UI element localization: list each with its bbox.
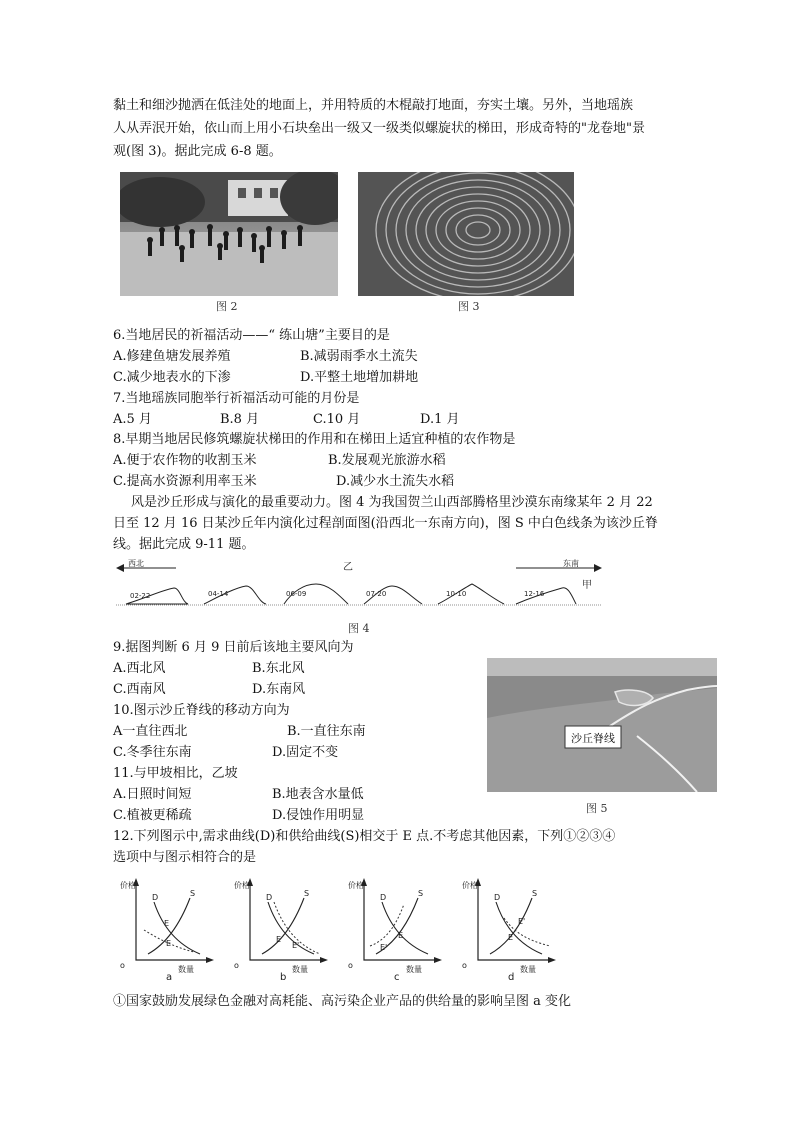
s-label: S <box>532 889 538 898</box>
quantity-label: 数量 <box>292 965 308 974</box>
chart-sub-label: d <box>508 972 515 983</box>
e-prime-label: E <box>166 939 172 948</box>
d-label: D <box>494 893 501 902</box>
origin-label: o <box>234 961 239 970</box>
question-12-line-1: 12.下列图示中,需求曲线(D)和供给曲线(S)相交于 E 点.不考虑其他因素，下列①②③④ <box>113 829 616 844</box>
intro-line-2: 人从弄泯开始，依山而上用小石块垒出一级又一级类似螺旋状的梯田，形成奇特的"龙卷地"景 <box>113 121 645 136</box>
origin-label: o <box>462 961 467 970</box>
intro-line-3: 观(图 3)。据此完成 6-8 题。 <box>113 144 282 159</box>
e-prime-label: E' <box>292 941 300 950</box>
question-11-option-c: C.植被更稀疏 <box>113 808 192 823</box>
price-label: 价格 <box>462 881 478 890</box>
e-prime-label: E' <box>518 917 526 926</box>
figure-3-caption: 图 3 <box>458 300 480 313</box>
figure-4-caption: 图 4 <box>348 622 370 635</box>
figure-5-caption: 图 5 <box>586 802 608 815</box>
e-label: E <box>164 919 170 928</box>
question-9-option-b: B.东北风 <box>252 661 305 676</box>
e-label: E <box>276 935 282 944</box>
date-label: 12-16 <box>524 590 545 598</box>
supply-demand-chart-d <box>460 874 556 982</box>
question-10-option-a: A一直往西北 <box>113 724 188 739</box>
question-10-stem: 10.图示沙丘脊线的移动方向为 <box>113 703 290 718</box>
figure-2-photo <box>120 172 338 296</box>
supply-demand-chart-c <box>346 874 442 982</box>
question-8-stem: 8.早期当地居民修筑螺旋状梯田的作用和在梯田上适宜种植的农作物是 <box>113 432 516 447</box>
southeast-label: 东南 <box>563 559 579 568</box>
question-11-option-b: B.地表含水量低 <box>272 787 364 802</box>
figure-3-photo <box>358 172 574 296</box>
price-label: 价格 <box>348 881 364 890</box>
chart-sub-label: c <box>394 972 400 983</box>
price-label: 价格 <box>234 881 250 890</box>
s-label: S <box>418 889 424 898</box>
question-6-option-a: A.修建鱼塘发展养殖 <box>113 349 231 364</box>
question-8-option-d: D.减少水土流失水稻 <box>336 474 455 489</box>
yi-label: 乙 <box>343 562 353 573</box>
demand-curve <box>382 902 428 954</box>
dune-ridge-label: 沙丘脊线 <box>571 732 615 745</box>
question-9-option-a: A.西北风 <box>113 661 166 676</box>
question-7-option-a: A.5 月 <box>113 412 152 427</box>
intro2-line-1: 风是沙丘形成与演化的最重要动力。图 4 为我国贺兰山西部腾格里沙漠东南缘某年 2 月 22 <box>131 495 653 510</box>
d-label: D <box>266 893 273 902</box>
origin-label: o <box>120 961 125 970</box>
option-1-text: ①国家鼓励发展绿色金融对高耗能、高污染企业产品的供给量的影响呈图 a 变化 <box>113 994 572 1009</box>
d-label: D <box>152 893 159 902</box>
origin-label: o <box>348 961 353 970</box>
question-9-option-c: C.西南风 <box>113 682 166 697</box>
intro2-line-3: 线。据此完成 9-11 题。 <box>113 537 255 552</box>
supply-demand-chart-b <box>232 874 328 982</box>
quantity-label: 数量 <box>520 965 536 974</box>
question-11-option-d: D.侵蚀作用明显 <box>272 808 365 823</box>
figure-2-caption: 图 2 <box>216 300 238 313</box>
chart-sub-label: b <box>280 972 287 983</box>
price-label: 价格 <box>120 881 136 890</box>
question-9-stem: 9.据图判断 6 月 9 日前后该地主要风向为 <box>113 640 354 655</box>
question-8-option-b: B.发展观光旅游水稻 <box>328 453 446 468</box>
supply-demand-chart-a <box>118 874 214 982</box>
question-6-stem: 6.当地居民的祈福活动——“ 练山塘”主要目的是 <box>113 328 390 343</box>
quantity-label: 数量 <box>406 965 422 974</box>
question-11-stem: 11.与甲坡相比，乙坡 <box>113 766 238 781</box>
date-label: 06-09 <box>286 590 307 598</box>
question-7-stem: 7.当地瑶族同胞举行祈福活动可能的月份是 <box>113 391 360 406</box>
figure-4-profiles <box>116 558 602 610</box>
question-12-line-2: 选项中与图示相符合的是 <box>113 850 257 865</box>
question-7-option-b: B.8 月 <box>220 412 260 427</box>
question-6-option-b: B.减弱雨季水土流失 <box>300 349 418 364</box>
date-label: 10-10 <box>446 590 467 598</box>
s-label: S <box>304 889 310 898</box>
jia-label: 甲 <box>582 580 592 591</box>
date-label: 02-22 <box>130 592 151 600</box>
e-label: E <box>398 931 404 940</box>
question-10-option-d: D.固定不变 <box>272 745 339 760</box>
d-label: D <box>380 893 387 902</box>
e-prime-label: E' <box>380 943 388 952</box>
figure-5-photo <box>487 658 717 792</box>
demand-curve <box>496 902 542 954</box>
northwest-label: 西北 <box>128 559 144 568</box>
e-label: E <box>508 933 514 942</box>
intro2-line-2: 日至 12 月 16 日某沙丘年内演化过程剖面图(沿西北一东南方向)，图 S 中白色线条为该沙丘脊 <box>113 516 658 531</box>
demand-curve <box>268 902 314 954</box>
supply-curve <box>490 898 532 954</box>
s-label: S <box>190 889 196 898</box>
question-9-option-d: D.东南风 <box>252 682 306 697</box>
question-7-option-c: C.10 月 <box>313 412 361 427</box>
question-6-option-c: C.减少地表水的下渗 <box>113 370 231 385</box>
question-11-option-a: A.日照时间短 <box>113 787 192 802</box>
question-7-option-d: D.1 月 <box>420 412 460 427</box>
question-8-option-a: A.便于农作物的收割玉米 <box>113 453 257 468</box>
question-10-option-c: C.冬季往东南 <box>113 745 192 760</box>
question-8-option-c: C.提高水资源利用率玉米 <box>113 474 257 489</box>
question-10-option-b: B.一直往东南 <box>287 724 366 739</box>
date-label: 07-20 <box>366 590 387 598</box>
intro-line-1: 黏土和细沙抛洒在低洼处的地面上，并用特质的木棍敲打地面，夯实土壤。另外，当地瑶族 <box>113 98 634 113</box>
chart-sub-label: a <box>166 972 173 983</box>
quantity-label: 数量 <box>178 965 194 974</box>
question-6-option-d: D.平整土地增加耕地 <box>300 370 419 385</box>
date-label: 04-14 <box>208 590 229 598</box>
